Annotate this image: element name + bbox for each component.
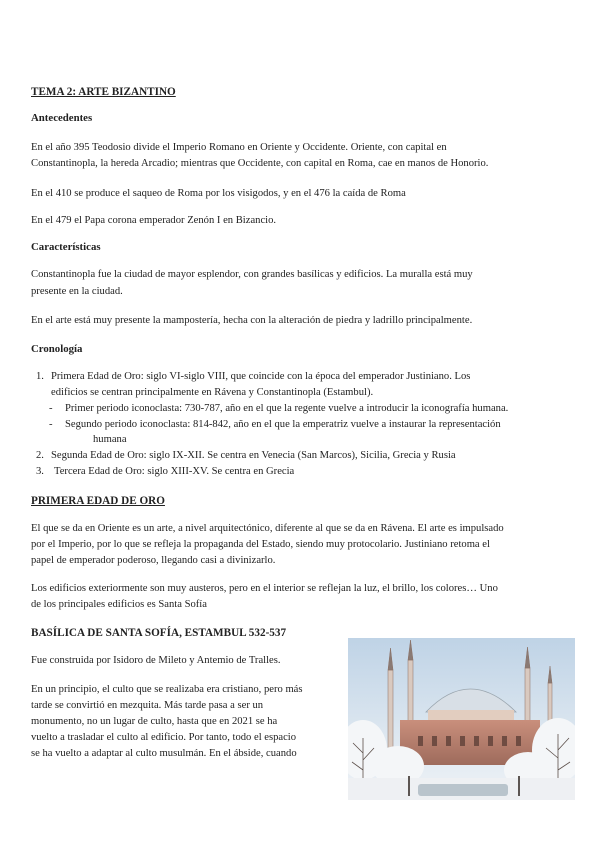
primera-edad-p2-line1: Los edificios exteriormente son muy austeros, pero en el interior se reflejan la luz, el brillo, los colores… Uno	[31, 583, 498, 594]
santa-sofia-p2-line5: se ha vuelto a adaptar al culto musulmán. En el ábside, cuando	[31, 748, 297, 759]
list-number-3: 3.	[36, 466, 44, 477]
caracteristicas-p1-line2: presente en la ciudad.	[31, 286, 123, 297]
antecedentes-p1-line1: En el año 395 Teodosio divide el Imperio Romano en Oriente y Occidente. Oriente, con capital en	[31, 142, 447, 153]
antecedentes-p1-line2: Constantinopla, la hereda Arcadio; mientras que Occidente, con capital en Roma, cae en manos de Honorio.	[31, 158, 489, 169]
list-number-2: 2.	[36, 450, 44, 461]
primera-edad-p2-line2: de los principales edificios es Santa Sofía	[31, 599, 207, 610]
document-title: TEMA 2: ARTE BIZANTINO	[31, 86, 176, 98]
cronologia-item1-line2: edificios se centran principalmente en Rávena y Constantinopla (Estambul).	[51, 387, 374, 398]
cronologia-item2: Segunda Edad de Oro: siglo IX-XII. Se centra en Venecia (San Marcos), Sicilia, Grecia y Rusia	[51, 450, 456, 461]
primera-edad-p1-line1: El que se da en Oriente es un arte, a nivel arquitectónico, diferente al que se da en Rávena. El arte es impulsado	[31, 523, 504, 534]
sub-bullet-1: -	[49, 403, 53, 414]
cronologia-sub2-line2: humana	[93, 434, 127, 445]
cronologia-item1-line1: Primera Edad de Oro: siglo VI-siglo VIII, que coincide con la época del emperador Justiniano. Los	[51, 371, 471, 382]
antecedentes-p3: En el 479 el Papa corona emperador Zenón I en Bizancio.	[31, 215, 277, 226]
hagia-sophia-photo	[348, 638, 575, 800]
heading-santa-sofia: BASÍLICA DE SANTA SOFÍA, ESTAMBUL 532-537	[31, 627, 287, 639]
list-number-1: 1.	[36, 371, 44, 382]
santa-sofia-p2-line4: vuelto a trasladar el culto al edificio. Por tanto, todo el espacio	[31, 732, 297, 743]
caracteristicas-p2: En el arte está muy presente la mampostería, hecha con la alteración de piedra y ladrillo principalmente.	[31, 315, 473, 326]
santa-sofia-p1: Fue construida por Isidoro de Mileto y Antemio de Tralles.	[31, 655, 281, 666]
santa-sofia-p2-line3: monumento, no un lugar de culto, hasta que en 2021 se ha	[31, 716, 278, 727]
primera-edad-p1-line3: papel de emperador poderoso, llegando casi a divinizarlo.	[31, 555, 276, 566]
heading-antecedentes: Antecedentes	[31, 112, 93, 124]
heading-caracteristicas: Características	[31, 241, 101, 253]
antecedentes-p2: En el 410 se produce el saqueo de Roma por los visigodos, y en el 476 la caída de Roma	[31, 188, 406, 199]
cronologia-sub1: Primer periodo iconoclasta: 730-787, año en el que la regente vuelve a introducir la iconografía humana.	[65, 403, 509, 414]
santa-sofia-p2-line2: tarde se convirtió en mezquita. Más tarde pasa a ser un	[31, 700, 264, 711]
heading-cronologia: Cronología	[31, 343, 83, 355]
heading-primera-edad: PRIMERA EDAD DE ORO	[31, 495, 165, 507]
cronologia-sub2-line1: Segundo periodo iconoclasta: 814-842, año en el que la emperatriz vuelve a instaurar la representación	[65, 419, 501, 430]
caracteristicas-p1-line1: Constantinopla fue la ciudad de mayor esplendor, con grandes basílicas y edificios. La muralla está muy	[31, 269, 473, 280]
santa-sofia-p2-line1: En un principio, el culto que se realizaba era cristiano, pero más	[31, 684, 303, 695]
sub-bullet-2: -	[49, 419, 53, 430]
primera-edad-p1-line2: por el Imperio, por lo que se refleja la propaganda del Estado, siendo muy protocolario. Justiniano retoma el	[31, 539, 490, 550]
cronologia-item3: Tercera Edad de Oro: siglo XIII-XV. Se centra en Grecia	[54, 466, 295, 477]
